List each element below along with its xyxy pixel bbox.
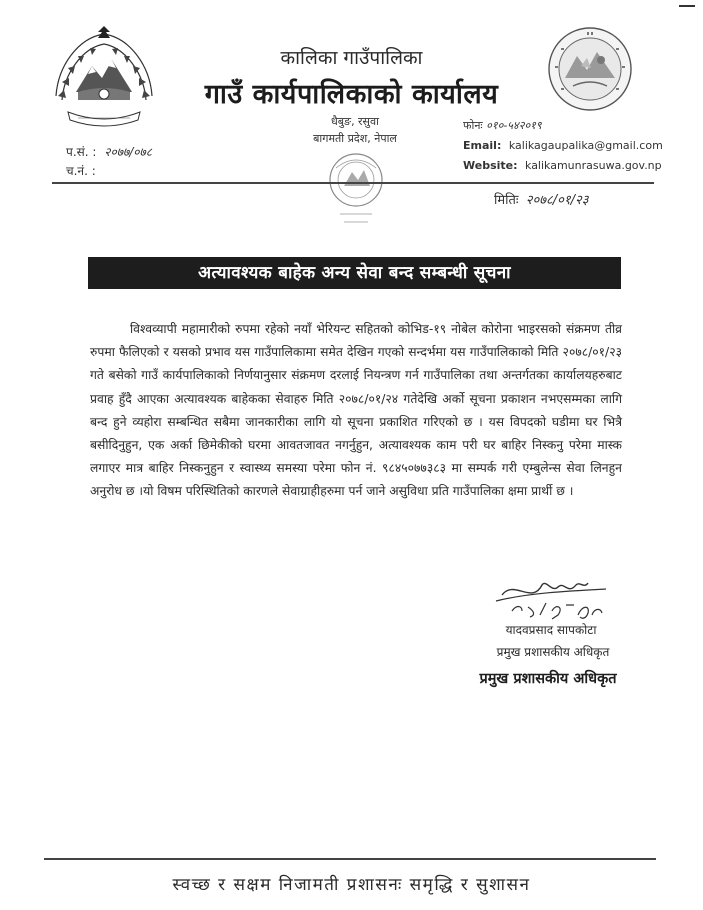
- letter-date: [494, 190, 589, 208]
- notice-title: अत्यावश्यक बाहेक अन्य सेवा बन्द सम्बन्धी सूचना: [88, 257, 621, 289]
- reference-number: [66, 143, 152, 160]
- website-label: Website:: [463, 159, 518, 172]
- contact-email: [463, 139, 663, 152]
- date-label: मितिः: [494, 193, 519, 208]
- office-stamp-icon: [322, 148, 390, 230]
- address-line-1: धैबुङ, रसुवा: [331, 115, 379, 128]
- website-value: kalikamunrasuwa.gov.np: [525, 159, 662, 172]
- address-line-2: बागमती प्रदेश, नेपाल: [313, 132, 397, 145]
- email-value: kalikagaupalika@gmail.com: [508, 139, 663, 152]
- phone-label: फोनः: [463, 119, 483, 132]
- date-value: २०७८/०१/२३: [525, 193, 589, 208]
- corner-mark: [679, 5, 695, 7]
- signatory-designation: प्रमुख प्रशासकीय अधिकृत: [496, 645, 610, 659]
- handwritten-signature: [488, 575, 616, 621]
- footer-divider: [44, 858, 656, 860]
- header-divider: [52, 182, 654, 184]
- notice-body: विश्वव्यापी महामारीको रुपमा रहेको नयाँ भेरियन्ट सहितको कोभिड-१९ नोबेल कोरोना भाइरसको संक्रमण तीव्र रुपमा फैलिएको र यसको प्रभाव यस गाउँपालिकामा समेत देखिन गएको सन्दर्भमा यस गाउँपालिकाको मिति २०७८/०१/२३ गते बसेको गाउँ कार्यपालिकाको निर्णयानुसार संक्रमण दरलाई नियन्त्रण गर्न गाउँपालिका तथा अन्तर्गतका कार्यालयहरुबाट प्रवाह हुँदै आएका अत्यावश्यक बाहेकका सेवाहरु मिति २०७८/०१/२४ गतेदेखि अर्को सूचना प्रकाशन नभएसम्मका लागि बन्द हुने व्यहोरा सम्बन्धित सबैमा जानकारीका लागि यो सूचना प्रकाशित गरिएको छ । यस विपदको घडीमा घर भित्रै बसीदिनुहुन, एक अर्का छिमेकीको घरमा आवतजावत नगर्नुहुन, अत्यावश्यक काम परी घर बाहिर निस्कनु परेमा मास्क लगाएर मात्र बाहिर निस्कनुहुन र स्वास्थ्य समस्या परेमा फोन नं. ९८४५०७७३८३ मा सम्पर्क गरी एम्बुलेन्स सेवा लिनहुन अनुरोध छ ।यो विषम परिस्थितिको कारणले सेवाग्राहीहरुमा पर्न जाने असुविधा प्रति गाउँपालिका क्षमा प्रार्थी छ ।: [90, 322, 622, 499]
- contact-phone: [463, 118, 542, 133]
- footer-motto: स्वच्छ र सक्षम निजामती प्रशासनः समृद्धि र सुशासन: [172, 875, 531, 895]
- municipality-name: कालिका गाउँपालिका: [280, 47, 423, 69]
- designation-stamp: प्रमुख प्रशासकीय अधिकृत: [479, 671, 617, 687]
- signatory-name: यादवप्रसाद सापकोटा: [505, 623, 597, 637]
- email-label: Email:: [463, 139, 502, 152]
- phone-value: ०१०-५४२०१९: [486, 119, 542, 132]
- contact-website: [463, 159, 662, 172]
- office-name: गाउँ कार्यपालिकाको कार्यालय: [204, 79, 499, 110]
- dispatch-label: च.नं. :: [66, 164, 96, 178]
- dispatch-number: [66, 162, 96, 179]
- reference-value: २०७७/०७८: [104, 145, 152, 159]
- reference-label: प.सं. :: [66, 145, 97, 159]
